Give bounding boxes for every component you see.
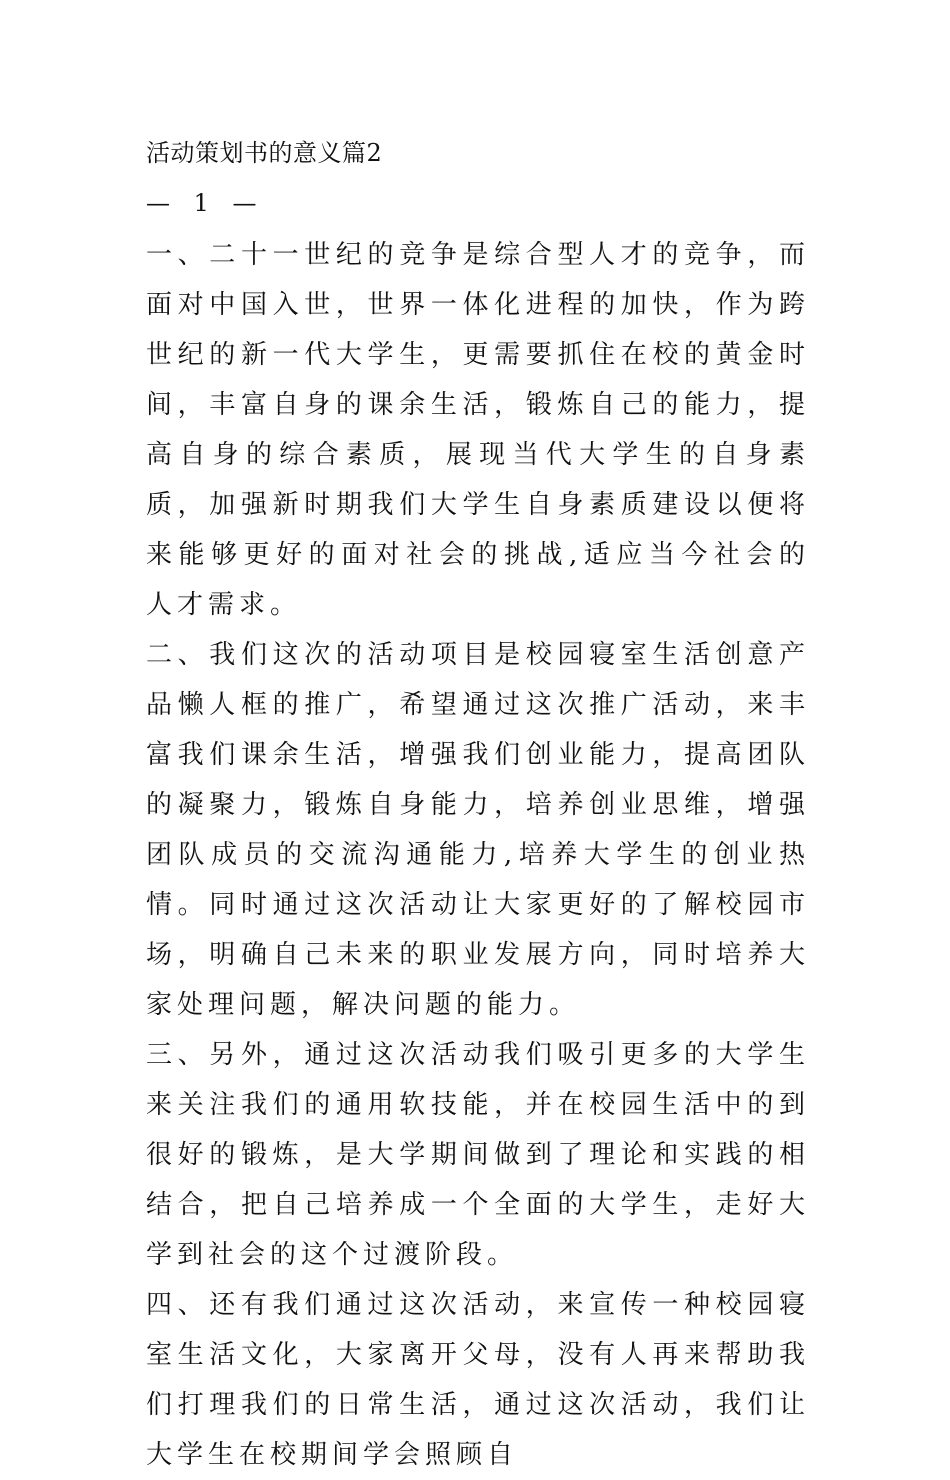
paragraph-3: 三、另外，通过这次活动我们吸引更多的大学生来关注我们的通用软技能，并在校园生活中的到很好的锻炼，是大学期间做到了理论和实践的相结合，把自己培养成一个全面的大学生，走好大学到社会的这个过渡阶段。 [146,1040,810,1270]
document-title: 活动策划书的意义篇2 [146,139,383,167]
page-number: — 1 — [146,189,265,217]
paragraph-4: 四、还有我们通过这次活动，来宣传一种校园寝室生活文化，大家离开父母，没有人再来帮助我们打理我们的日常生活，通过这次活动，我们让大学生在校期间学会照顾自 [146,1290,810,1470]
paragraph-1: 一、二十一世纪的竞争是综合型人才的竞争，而面对中国入世，世界一体化进程的加快，作为跨世纪的新一代大学生，更需要抓住在校的黄金时间，丰富自身的课余生活，锻炼自己的能力，提高自身的综合素质，展现当代大学生的自身素质，加强新时期我们大学生自身素质建设以便将来能够更好的面对社会的挑战,适应当今社会的人才需求。 [146,240,810,620]
paragraph-2: 二、我们这次的活动项目是校园寝室生活创意产品懒人框的推广，希望通过这次推广活动，来丰富我们课余生活，增强我们创业能力，提高团队的凝聚力，锻炼自身能力，培养创业思维，增强团队成员的交流沟通能力,培养大学生的创业热情。同时通过这次活动让大家更好的了解校园市场，明确自己未来的职业发展方向，同时培养大家处理问题，解决问题的能力。 [146,640,810,1020]
document-body [146,230,810,1480]
